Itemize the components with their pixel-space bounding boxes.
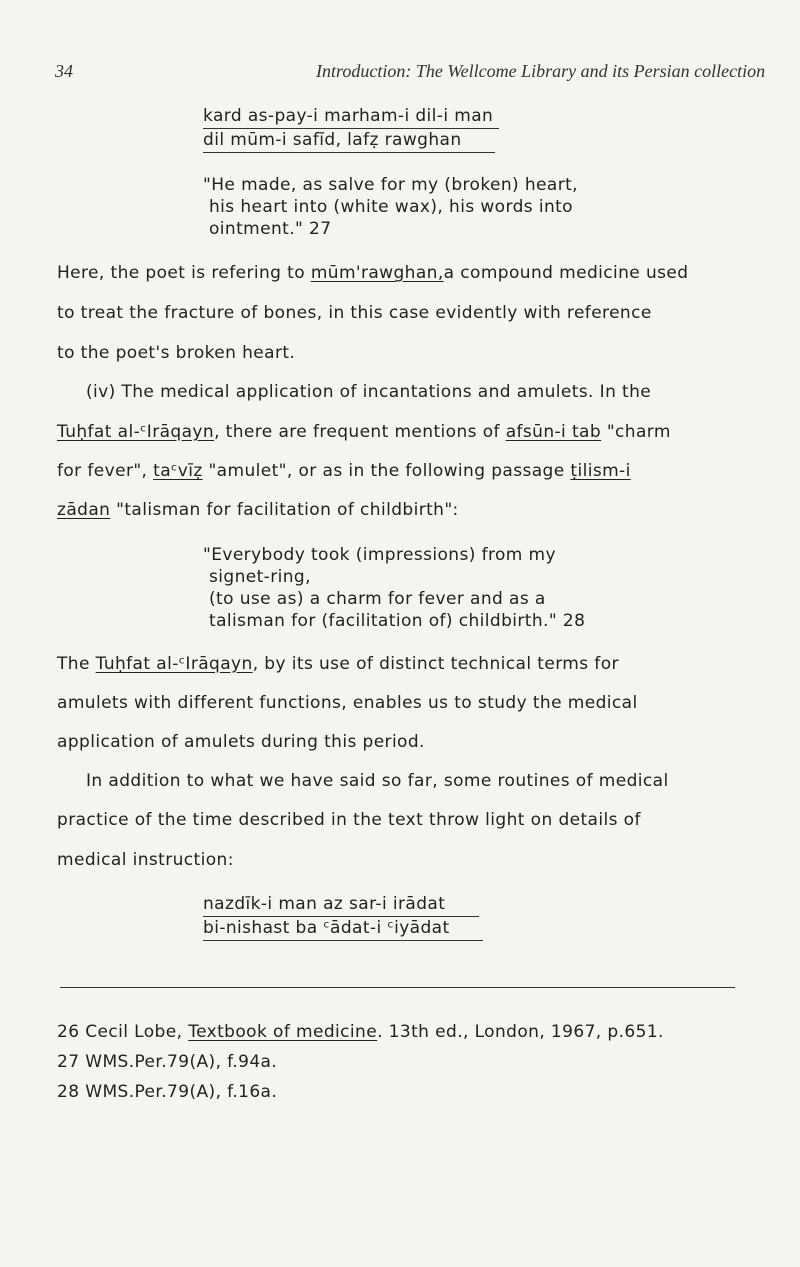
para1-line3: to the poet's broken heart. bbox=[57, 343, 296, 363]
para4-line1: In addition to what we have said so far, some routines of medical bbox=[86, 771, 669, 791]
term-tilism: ṭilism-i bbox=[570, 461, 631, 481]
verse2-rule-mid bbox=[203, 916, 479, 917]
para2-line4: zādan "talisman for facilitation of childbirth": bbox=[57, 500, 459, 520]
running-title: Introduction: The Wellcome Library and its Persian collection bbox=[316, 61, 766, 81]
verse1-rule-bottom bbox=[203, 152, 495, 153]
para4-line2: practice of the time described in the text throw light on details of bbox=[57, 810, 641, 830]
term-afsun: afsūn-i tab bbox=[505, 422, 602, 442]
term-zadan: zādan bbox=[57, 500, 111, 520]
para2-line3: for fever", taᶜvīẓ "amulet", or as in the following passage ṭilism-i bbox=[57, 461, 631, 481]
para2-line1: (iv) The medical application of incantations and amulets. In the bbox=[86, 382, 652, 402]
para3-line3: application of amulets during this period. bbox=[57, 732, 425, 752]
verse1-translation-line3: ointment." 27 bbox=[209, 219, 332, 239]
quote2-line3: (to use as) a charm for fever and as a bbox=[209, 589, 546, 609]
title-tuhfat-2: Tuḥfat al-ᶜIrāqayn bbox=[95, 654, 253, 674]
footnote-26: 26 Cecil Lobe, Textbook of medicine. 13th ed., London, 1967, p.651. bbox=[57, 1022, 664, 1042]
verse1-line2: dil mūm-i safīd, lafẓ rawghan bbox=[203, 130, 462, 150]
term-taviz: taᶜvīẓ bbox=[153, 461, 203, 481]
title-tuhfat: Tuḥfat al-ᶜIrāqayn bbox=[57, 422, 215, 442]
footnote-26-book-title: Textbook of medicine bbox=[188, 1022, 378, 1042]
para1-line2: to treat the fracture of bones, in this case evidently with reference bbox=[57, 303, 652, 323]
quote2-line2: signet-ring, bbox=[209, 567, 311, 587]
verse1-line1: kard as-pay-i marham-i dil-i man bbox=[203, 106, 494, 126]
footnote-27: 27 WMS.Per.79(A), f.94a. bbox=[57, 1052, 278, 1072]
verse2-line2: bi-nishast ba ᶜādat-i ᶜiyādat bbox=[203, 918, 450, 938]
verse2-rule-bottom bbox=[203, 940, 483, 941]
para3-line1: The Tuḥfat al-ᶜIrāqayn, by its use of distinct technical terms for bbox=[57, 654, 619, 674]
verse1-rule-mid bbox=[203, 128, 499, 129]
quote2-line1: "Everybody took (impressions) from my bbox=[203, 545, 556, 565]
para2-line2: Tuḥfat al-ᶜIrāqayn, there are frequent mentions of afsūn-i tab "charm bbox=[57, 422, 671, 442]
para3-line2: amulets with different functions, enables us to study the medical bbox=[57, 693, 638, 713]
page-number: 34 bbox=[55, 61, 73, 81]
term-mum-rawghan: mūm'rawghan, bbox=[310, 263, 444, 283]
para4-line3: medical instruction: bbox=[57, 850, 234, 870]
verse1-translation-line2: his heart into (white wax), his words into bbox=[209, 197, 573, 217]
footnote-28: 28 WMS.Per.79(A), f.16a. bbox=[57, 1082, 278, 1102]
verse1-translation-line1: "He made, as salve for my (broken) heart, bbox=[203, 175, 578, 195]
para1-line1: Here, the poet is refering to mūm'rawghan,a compound medicine used bbox=[57, 263, 689, 283]
verse2-line1: nazdīk-i man az sar-i irādat bbox=[203, 894, 446, 914]
footnote-separator bbox=[60, 987, 735, 988]
quote2-line4: talisman for (facilitation of) childbirth." 28 bbox=[209, 611, 586, 631]
